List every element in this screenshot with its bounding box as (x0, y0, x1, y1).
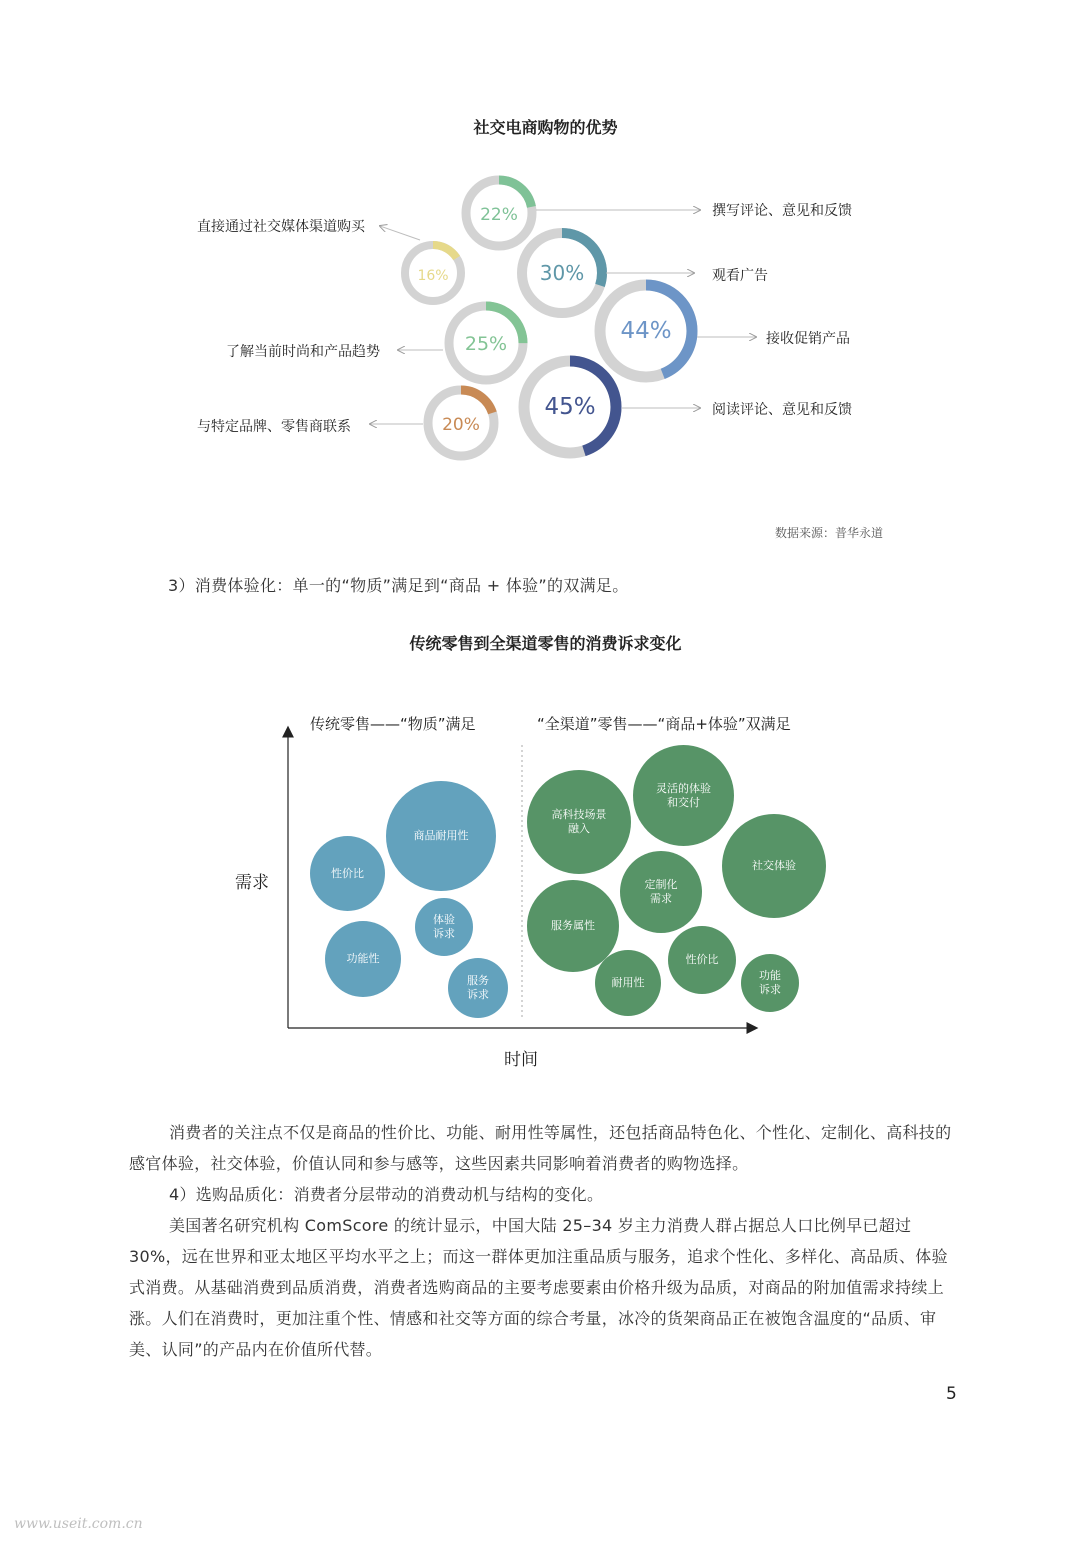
bubble-durability-2: 耐用性 (595, 950, 661, 1016)
donut-value: 30% (539, 261, 585, 285)
data-source: 数据来源：普华永道 (774, 526, 883, 540)
bubble-flexible-experience: 灵活的体验 和交付 (633, 745, 734, 846)
chart1-label: 接收促销产品 (766, 331, 850, 347)
donut-value: 22% (480, 205, 518, 225)
right-header: “全渠道”零售——“商品+体验”双满足 (537, 715, 791, 733)
bubble-function-need: 功能 诉求 (741, 954, 799, 1012)
chart1-label: 直接通过社交媒体渠道购买 (197, 219, 365, 235)
body-text-block (129, 1117, 963, 1365)
donut-value: 16% (417, 268, 449, 284)
bubble-customization: 定制化 需求 (620, 851, 702, 933)
bubble-hightech-scene: 高科技场景 融入 (527, 770, 631, 874)
chart1-title: 社交电商购物的优势 (473, 118, 618, 137)
left-header: 传统零售——“物质”满足 (310, 715, 476, 733)
paragraph: 消费者的关注点不仅是商品的性价比、功能、耐用性等属性，还包括商品特色化、个性化、定制化、高科技的感官体验，社交体验，价值认同和参与感等，这些因素共同影响着消费者的购物选择。 (129, 1123, 952, 1173)
chart1-label: 撰写评论、意见和反馈 (712, 203, 852, 219)
y-axis-label: 需求 (235, 873, 269, 893)
donut-value: 44% (620, 318, 672, 344)
section-3-heading: 3）消费体验化：单一的“物质”满足到“商品 + 体验”的双满足。 (168, 576, 629, 595)
watermark: www.useit.com.cn (14, 1516, 143, 1532)
bubble-experience-need: 体验 诉求 (415, 898, 473, 956)
bubble-durability: 商品耐用性 (386, 781, 496, 891)
chart1-label: 观看广告 (712, 268, 768, 284)
chart2-title: 传统零售到全渠道零售的消费诉求变化 (409, 634, 682, 653)
page-number: 5 (946, 1384, 957, 1404)
donut-value: 20% (442, 415, 480, 435)
paragraph: 美国著名研究机构 ComScore 的统计显示，中国大陆 25–34 岁主力消费人群占据总人口比例早已超过 30%，远在世界和亚太地区平均水平之上；而这一群体更加注重品质与服务，追求个性化、多样化、高品质、体验式消费。从基础消费到品质消费，消费者选购商品的主要考虑要素由价格升级为品质，对商品的附加值需求持续上涨。人们在消费时，更加注重个性、情感和社交等方面的综合考量，冰冷的货架商品正在被饱含温度的“品质、审美、认同”的产品内在价值所代替。 (129, 1216, 948, 1359)
paragraph: 4）选购品质化：消费者分层带动的消费动机与结构的变化。 (169, 1185, 604, 1204)
bubble-social-experience: 社交体验 (722, 814, 826, 918)
donut-value: 45% (544, 394, 596, 420)
bubble-value-for-money: 性价比 (310, 836, 385, 911)
x-axis-label: 时间 (504, 1050, 538, 1070)
chart1-label: 与特定品牌、零售商联系 (197, 419, 351, 435)
bubble-service-attribute: 服务属性 (527, 880, 619, 972)
chart1-label: 阅读评论、意见和反馈 (712, 402, 852, 418)
chart1-label: 了解当前时尚和产品趋势 (226, 344, 380, 360)
bubble-value-for-money-2: 性价比 (668, 926, 736, 994)
bubble-service-need: 服务 诉求 (448, 958, 508, 1018)
donut-value: 25% (464, 333, 508, 355)
bubble-functionality: 功能性 (325, 921, 401, 997)
